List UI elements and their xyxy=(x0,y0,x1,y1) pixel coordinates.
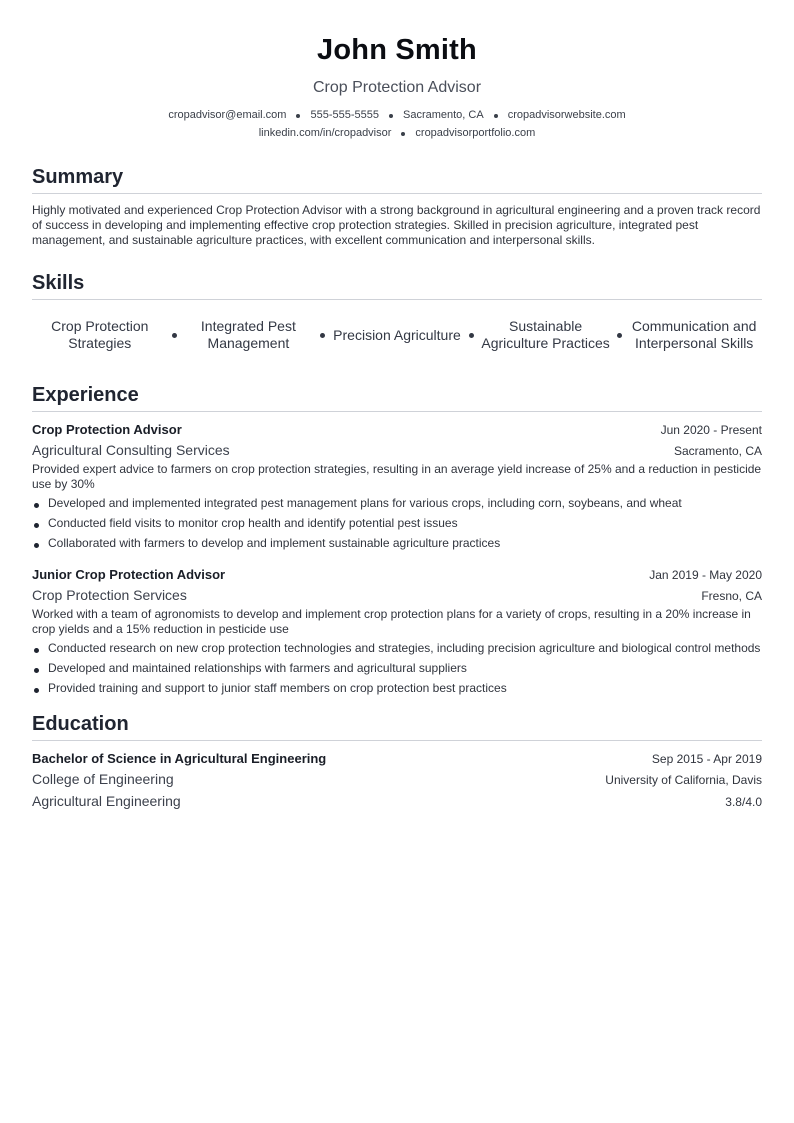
education-school-row xyxy=(32,767,762,789)
job-bullets xyxy=(32,641,762,696)
skills-list xyxy=(32,309,762,361)
job-header-row xyxy=(32,567,762,583)
contact-portfolio[interactable]: cropadvisorportfolio.com xyxy=(415,127,536,139)
gpa-value: 3.8/4.0 xyxy=(725,795,762,809)
candidate-name: John Smith xyxy=(317,34,477,66)
education-section xyxy=(32,714,762,811)
job-title: Junior Crop Protection Advisor xyxy=(32,567,226,582)
job-dates: Jan 2019 - May 2020 xyxy=(649,568,762,582)
list-item: Collaborated with farmers to develop and implement sustainable agriculture practices xyxy=(32,536,762,551)
school-name: College of Engineering xyxy=(32,771,174,787)
university-name: University of California, Davis xyxy=(605,773,762,787)
list-item: Conducted field visits to monitor crop health and identify potential pest issues xyxy=(32,516,762,531)
job-location: Sacramento, CA xyxy=(673,444,762,458)
summary-text: Highly motivated and experienced Crop Protection Advisor with a strong background in agricultural engineering and a proven track record of success in developing and implementing effective crop protection strategies. Skilled in precision agriculture, integrated pest management, and sustainable agriculture practices, with excellent communication and interpersonal skills. xyxy=(32,203,761,247)
list-item: Conducted research on new crop protection technologies and strategies, including precision agriculture and biological control methods xyxy=(32,641,762,656)
list-item: Developed and implemented integrated pest management plans for various crops, including corn, soybeans, and wheat xyxy=(32,496,762,511)
job-description: Worked with a team of agronomists to develop and implement crop protection plans for a variety of crops, resulting in a 20% increase in crop yields and a 15% reduction in pesticide use xyxy=(32,607,751,636)
contact-separator xyxy=(389,114,393,118)
education-header-row xyxy=(32,751,762,767)
skills-heading: Skills xyxy=(32,273,762,300)
list-item: Provided training and support to junior staff members on crop protection best practices xyxy=(32,681,762,696)
skill-item: Crop Protection Strategies xyxy=(51,318,149,351)
contact-line-1 xyxy=(32,110,762,121)
job-company: Crop Protection Services xyxy=(32,587,187,603)
contact-website[interactable]: cropadvisorwebsite.com xyxy=(507,109,626,121)
resume-header xyxy=(32,36,762,139)
candidate-role: Crop Protection Advisor xyxy=(312,79,482,96)
education-field-row xyxy=(32,789,762,811)
skill-separator xyxy=(172,333,177,338)
skill-item: Integrated Pest Management xyxy=(200,318,296,351)
skill-item: Sustainable Agriculture Practices xyxy=(481,318,610,351)
experience-heading: Experience xyxy=(32,385,762,412)
skill-separator xyxy=(320,333,325,338)
skill-item: Communication and Interpersonal Skills xyxy=(631,318,757,351)
degree-title: Bachelor of Science in Agricultural Engineering xyxy=(32,751,327,766)
job-company-row xyxy=(32,438,762,460)
job-bullets xyxy=(32,496,762,551)
contact-phone[interactable]: 555-555-5555 xyxy=(310,109,379,121)
contact-email[interactable]: cropadvisor@email.com xyxy=(168,109,287,121)
education-dates: Sep 2015 - Apr 2019 xyxy=(651,752,762,766)
job-company-row xyxy=(32,583,762,605)
job-entry xyxy=(32,567,762,696)
experience-section xyxy=(32,385,762,696)
field-of-study: Agricultural Engineering xyxy=(32,793,181,809)
contact-location: Sacramento, CA xyxy=(402,109,484,121)
job-entry xyxy=(32,422,762,551)
education-entry xyxy=(32,751,762,811)
job-location: Fresno, CA xyxy=(701,589,762,603)
job-title: Crop Protection Advisor xyxy=(32,422,182,437)
summary-section xyxy=(32,167,762,248)
skill-separator xyxy=(617,333,622,338)
contact-separator xyxy=(401,132,405,136)
job-company: Agricultural Consulting Services xyxy=(32,442,230,458)
contact-linkedin[interactable]: linkedin.com/in/cropadvisor xyxy=(258,127,392,139)
summary-heading: Summary xyxy=(32,167,762,194)
job-dates: Jun 2020 - Present xyxy=(660,423,762,437)
job-description: Provided expert advice to farmers on crop protection strategies, resulting in an average yield increase of 25% and a reduction in pesticide use by 30% xyxy=(32,462,762,491)
skills-section xyxy=(32,273,762,361)
skill-item: Precision Agriculture xyxy=(333,326,461,343)
list-item: Developed and maintained relationships with farmers and agricultural suppliers xyxy=(32,661,762,676)
contact-separator xyxy=(296,114,300,118)
skill-separator xyxy=(469,333,474,338)
education-heading: Education xyxy=(32,714,762,741)
contact-line-2 xyxy=(32,128,762,139)
contact-separator xyxy=(494,114,498,118)
job-header-row xyxy=(32,422,762,438)
